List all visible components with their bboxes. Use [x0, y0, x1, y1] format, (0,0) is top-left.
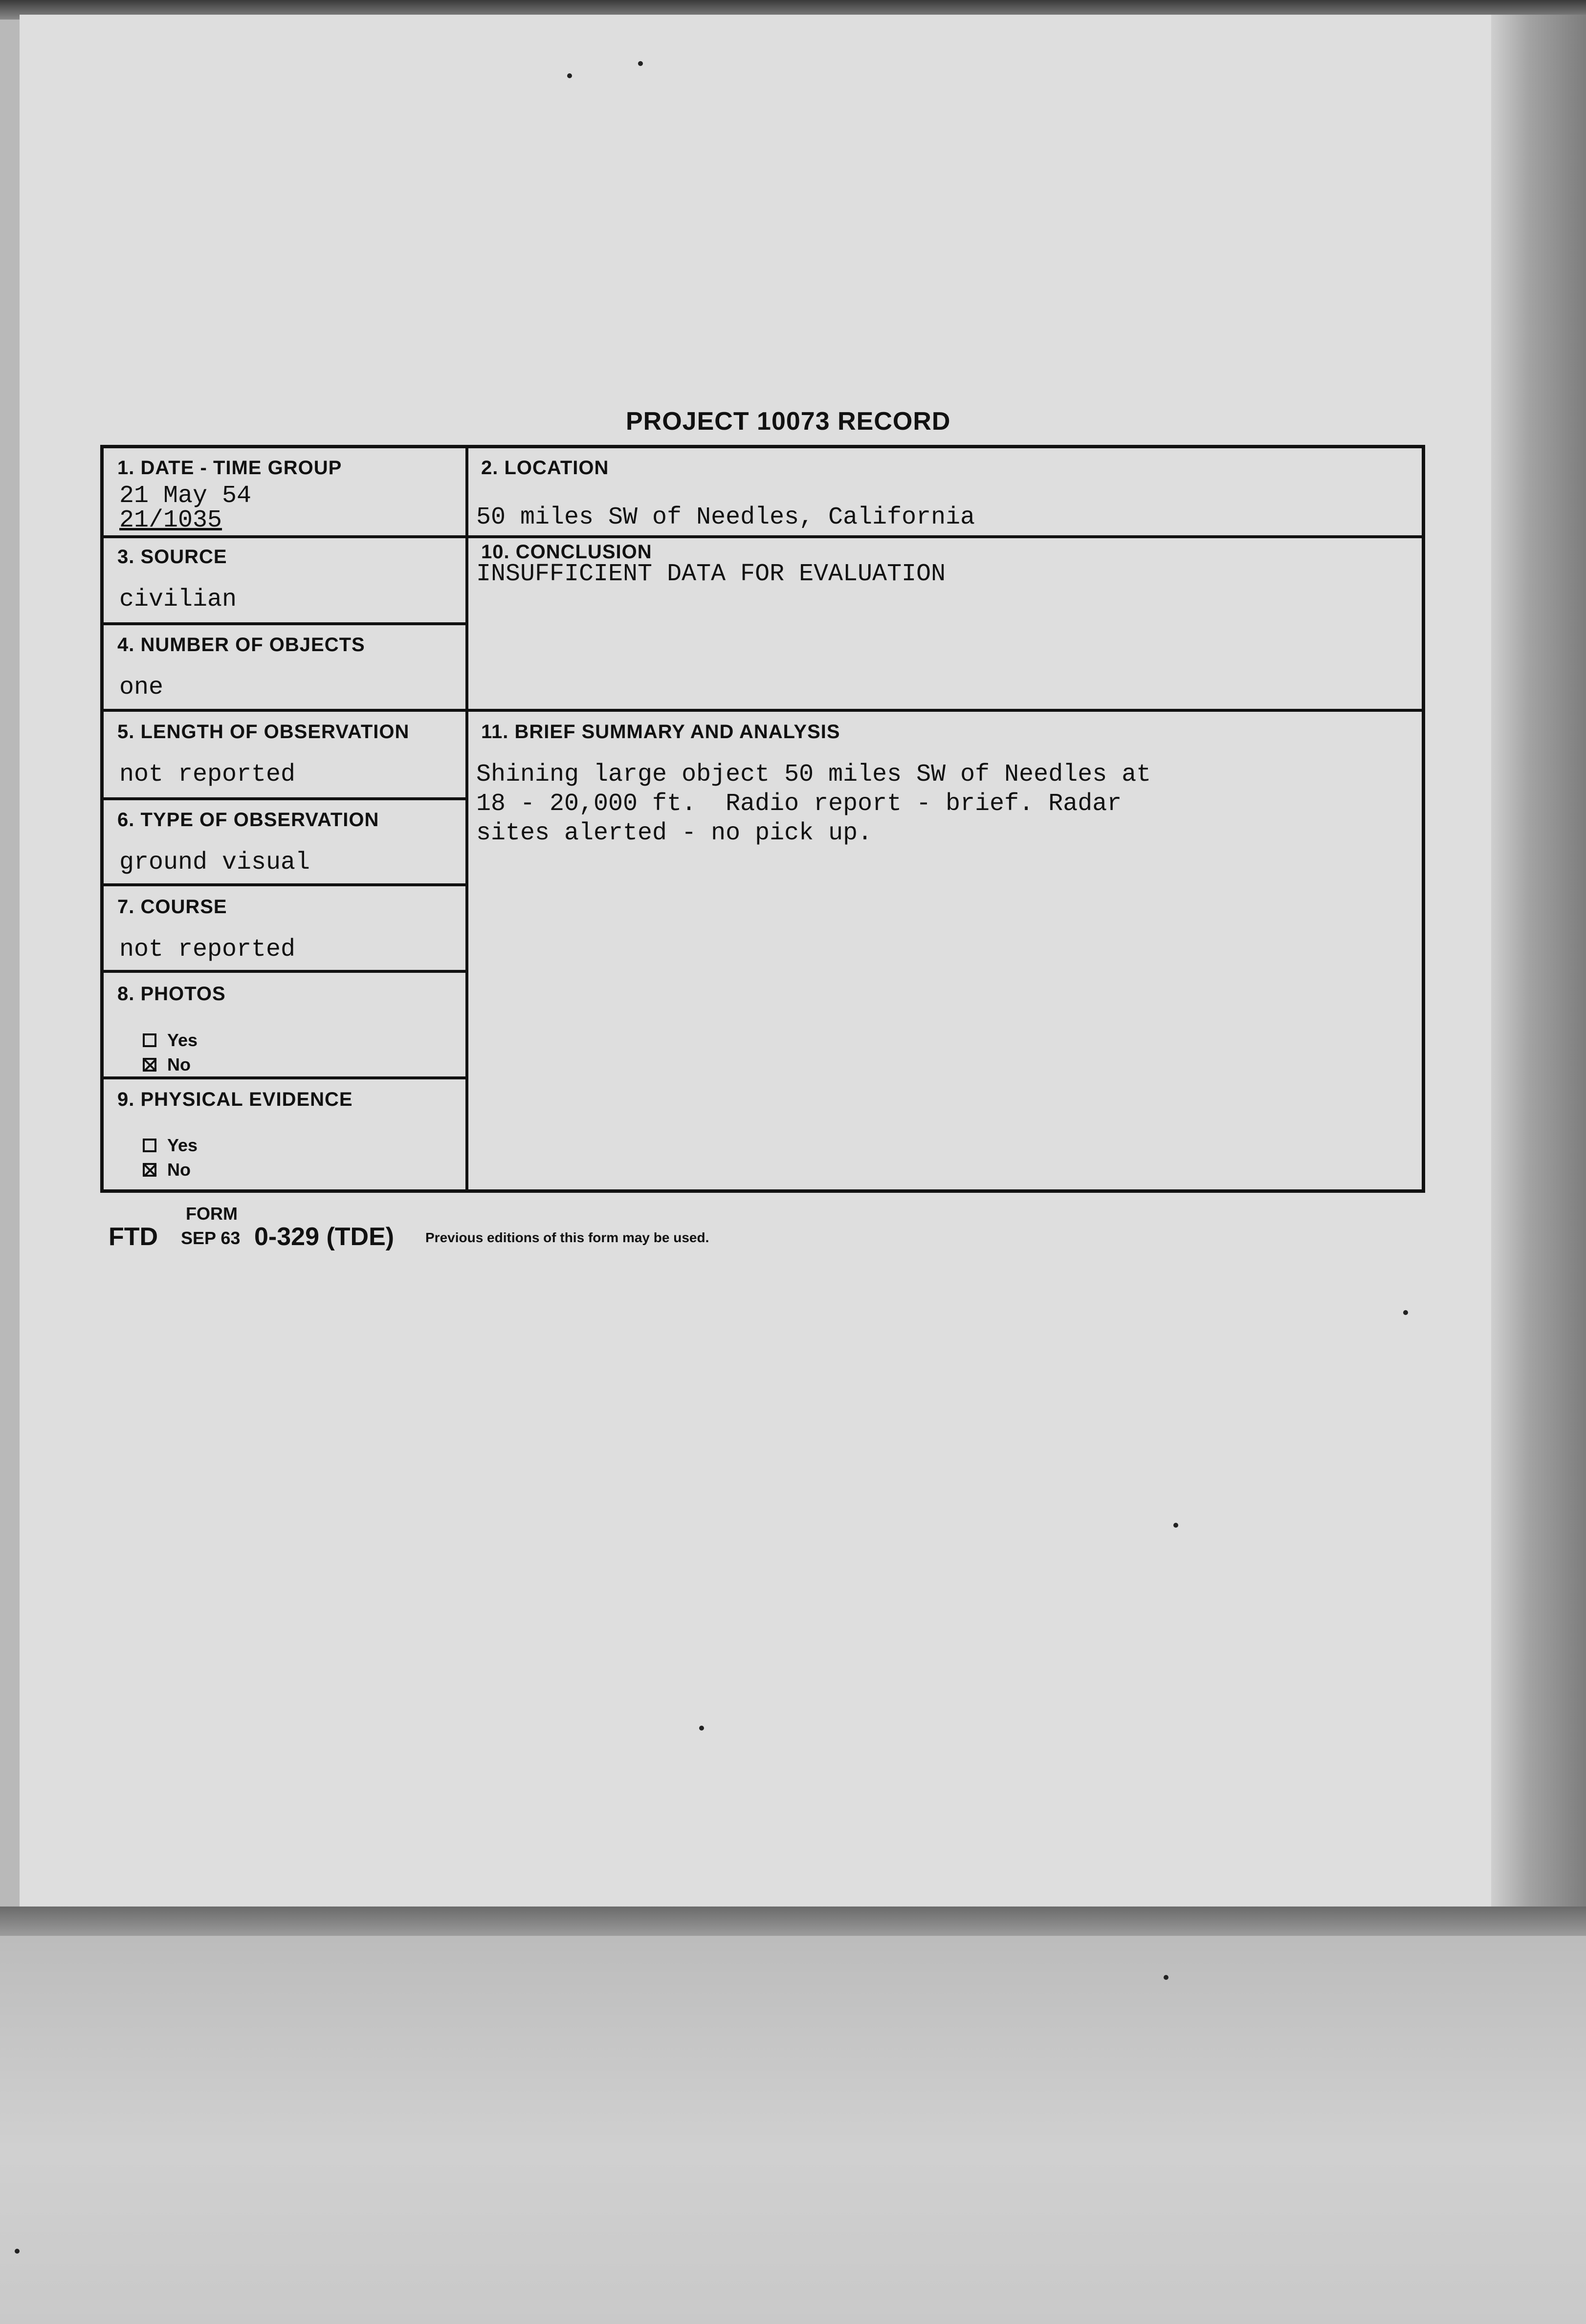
photos-no-label: No — [167, 1054, 191, 1074]
row-divider — [104, 709, 1422, 712]
course-value: not reported — [119, 936, 296, 964]
row-divider — [104, 535, 465, 538]
type-of-observation-label: 6. TYPE OF OBSERVATION — [117, 809, 379, 831]
physical-evidence-no-checkbox[interactable] — [143, 1163, 156, 1177]
scan-speck — [15, 2249, 20, 2254]
row-divider — [104, 1076, 465, 1079]
scan-right-edge — [1491, 15, 1586, 1911]
row-divider — [104, 970, 465, 973]
row-divider — [104, 797, 465, 800]
date-value: 21 May 54 — [119, 482, 252, 510]
number-of-objects-label: 4. NUMBER OF OBJECTS — [117, 634, 365, 656]
source-label: 3. SOURCE — [117, 546, 227, 568]
photos-yes-label: Yes — [167, 1030, 198, 1050]
type-of-observation-value: ground visual — [119, 849, 310, 877]
summary-label: 11. BRIEF SUMMARY AND ANALYSIS — [481, 721, 840, 743]
length-of-observation-label: 5. LENGTH OF OBSERVATION — [117, 721, 410, 743]
column-divider — [465, 448, 468, 1193]
record-form — [100, 445, 1425, 1193]
scan-speck — [638, 61, 643, 66]
row-divider — [104, 622, 465, 625]
conclusion-value: INSUFFICIENT DATA FOR EVALUATION — [476, 560, 946, 588]
footer-form-word: FORM — [186, 1204, 238, 1224]
physical-evidence-yes-checkbox[interactable] — [143, 1139, 156, 1152]
photos-yes-checkbox[interactable] — [143, 1033, 156, 1047]
location-label: 2. LOCATION — [481, 457, 609, 479]
scan-speck — [699, 1726, 704, 1731]
location-value: 50 miles SW of Needles, California — [476, 504, 975, 531]
physical-evidence-yes-label: Yes — [167, 1135, 198, 1155]
row-divider — [104, 883, 465, 886]
scan-lower-area — [0, 1936, 1586, 2324]
number-of-objects-value: one — [119, 674, 164, 702]
physical-evidence-no-option[interactable] — [143, 1160, 191, 1180]
footer-ftd: FTD — [109, 1223, 158, 1251]
length-of-observation-value: not reported — [119, 761, 296, 789]
physical-evidence-no-label: No — [167, 1160, 191, 1180]
footer-note: Previous editions of this form may be used. — [425, 1230, 709, 1245]
scan-speck — [1403, 1310, 1408, 1315]
source-value: civilian — [119, 586, 237, 614]
row-divider — [468, 535, 1422, 538]
photos-no-option[interactable] — [143, 1054, 191, 1075]
scan-speck — [1173, 1523, 1178, 1528]
scan-bottom-edge — [0, 1907, 1586, 1936]
physical-evidence-label: 9. PHYSICAL EVIDENCE — [117, 1089, 353, 1110]
course-label: 7. COURSE — [117, 896, 227, 918]
summary-line-2: 18 - 20,000 ft. Radio report - brief. Radar — [476, 790, 1122, 818]
footer-date: SEP 63 — [181, 1228, 241, 1248]
photos-no-checkbox[interactable] — [143, 1058, 156, 1072]
scan-speck — [1164, 1975, 1168, 1980]
conclusion-label: 10. CONCLUSION — [481, 541, 652, 563]
footer-form-number: 0-329 (TDE) — [254, 1223, 395, 1251]
time-value: 21/1035 — [119, 506, 222, 534]
summary-line-3: sites alerted - no pick up. — [476, 819, 873, 847]
summary-line-1: Shining large object 50 miles SW of Needles at — [476, 761, 1151, 789]
scan-speck — [567, 73, 572, 78]
record-title: PROJECT 10073 RECORD — [626, 407, 951, 436]
date-time-group-label: 1. DATE - TIME GROUP — [117, 457, 342, 479]
photos-label: 8. PHOTOS — [117, 983, 226, 1005]
physical-evidence-yes-option[interactable] — [143, 1135, 198, 1156]
photos-yes-option[interactable] — [143, 1030, 198, 1051]
